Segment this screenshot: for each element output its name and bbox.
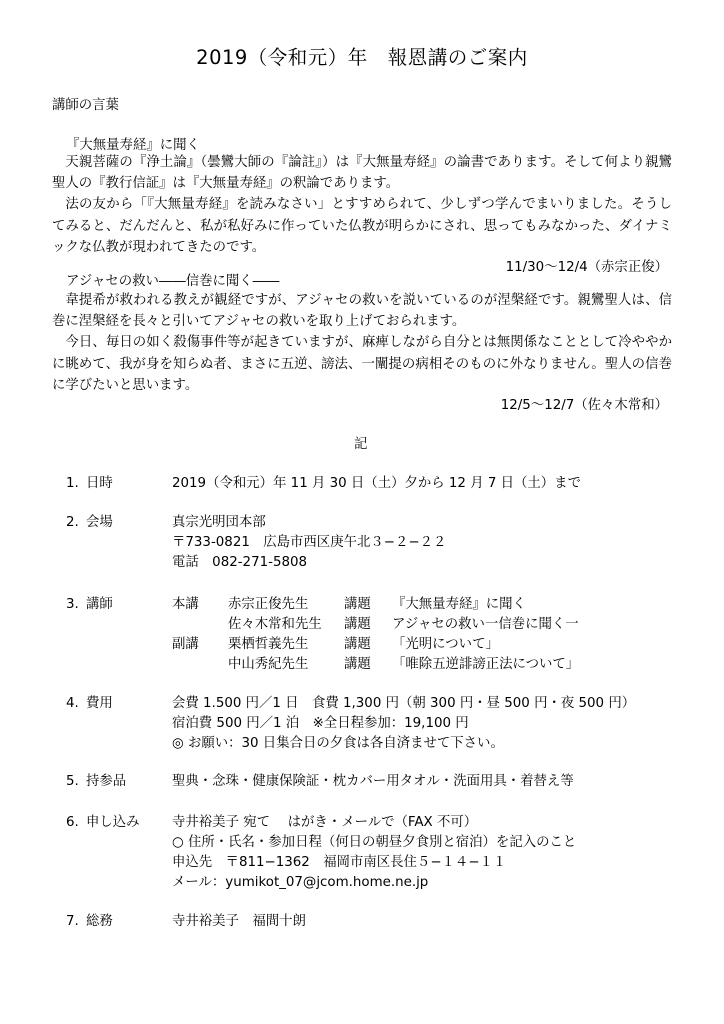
item-number: 2. — [66, 515, 79, 530]
lecture2-heading: アジャセの救い――信巻に聞く―― — [66, 274, 280, 289]
venue-address: 〒733-0821 広島市西区庚午北３−２−２２ — [172, 535, 447, 550]
lecturer-role: 本講 — [172, 597, 199, 612]
lecture1-paragraph: 天親菩薩の『浄土論』（曇鸞大師の『論註』）は『大無量寿経』の論書であります。そして何より親鸞聖人の『教行信証』は『大無量寿経』の釈論であります。 — [52, 155, 672, 192]
fee-line: 宿泊費 500 円／1 泊 ※全日程参加：19,100 円 — [172, 716, 469, 731]
lecture2-paragraph: 韋提希が救われる教えが観経ですが、アジャセの救いを説いているのが涅槃経です。親鸞聖人は、信巻に涅槃経を長々と引いてアジャセの救いを取り上げておられます。 — [52, 293, 672, 330]
item-number: 3. — [66, 597, 79, 612]
ki-heading: 記 — [354, 437, 368, 452]
lecturer-name: 栗栖哲義先生 — [228, 637, 309, 652]
lecture2-paragraph: 今日、毎日の如く殺傷事件等が起きていますが、麻痺しながら自分とは無関係なこととして冷ややかに眺めて、我が身を知らぬ者、まさに五逆、謗法、一闡提の病相そのものに外なりません。聖人の信巻に学びたいと思います。 — [52, 335, 672, 393]
item-value: 聖典・念珠・健康保険証・枕カバー用タオル・洗面用具・着替え等 — [172, 774, 574, 789]
item-number: 5. — [66, 774, 79, 789]
lecture-topic: 『大無量寿経』に聞く — [392, 597, 526, 612]
item-value: 2019（令和元）年 11 月 30 日（土）夕から 12 月 7 日（土）まで — [172, 476, 581, 491]
fee-line: 会費 1.500 円／1 日 食費 1,300 円（朝 300 円・昼 500 円・夜 500 円） — [172, 696, 636, 711]
item-number: 4. — [66, 696, 79, 711]
venue-phone: 電話 082-271-5808 — [172, 555, 308, 570]
item-value: 寺井裕美子 福間十朗 — [172, 914, 306, 929]
lecture2-signature: 12/5〜12/7（佐々木常和） — [500, 398, 668, 413]
lecture1-signature: 11/30〜12/4（赤宗正俊） — [505, 260, 668, 275]
application-line: 寺井裕美子 宛て はがき・メールで（FAX 不可） — [172, 815, 478, 830]
item-label: 会場 — [86, 515, 113, 530]
item-label: 講師 — [86, 597, 113, 612]
topic-label: 講題 — [344, 597, 371, 612]
item-number: 1. — [66, 476, 79, 491]
item-label: 申し込み — [86, 815, 140, 830]
item-label: 日時 — [86, 476, 113, 491]
topic-label: 講題 — [344, 637, 371, 652]
item-number: 6. — [66, 815, 79, 830]
lecturer-name: 中山秀紀先生 — [228, 657, 309, 672]
lecturer-name: 赤宗正俊先生 — [228, 597, 309, 612]
lecture-topic: アジャセの救い一信巻に聞く一 — [392, 617, 579, 632]
section-heading: 講師の言葉 — [52, 98, 119, 113]
lecturer-role: 副講 — [172, 637, 199, 652]
item-number: 7. — [66, 914, 79, 929]
topic-label: 講題 — [344, 657, 371, 672]
application-line: ○ 住所・氏名・参加日程（何日の朝昼夕食別と宿泊）を記入のこと — [172, 835, 577, 850]
page-title: 2019（令和元）年 報恩講のご案内 — [196, 46, 528, 69]
topic-label: 講題 — [344, 617, 371, 632]
application-line: 申込先 〒811−1362 福岡市南区長住５−１４−１１ — [172, 855, 507, 870]
application-email: メール：yumikot_07@jcom.home.ne.jp — [172, 875, 429, 890]
item-label: 総務 — [86, 914, 113, 929]
lecture1-heading: 『大無量寿経』に聞く — [66, 138, 200, 153]
lecture2-body — [52, 290, 672, 396]
lecture1-paragraph: 法の友から「『大無量寿経』を読みなさい」とすすめられて、少しずつ学んでまいりました。そうしてみると、だんだんと、私が私好みに作っていた仏教が明らかにされ、思ってもみなかった、ダイナミックな仏教が現われてきたのです。 — [52, 197, 672, 255]
lecture-topic: 「光明について」 — [392, 637, 499, 652]
lecture1-body — [52, 152, 672, 258]
lecturer-name: 佐々木常和先生 — [228, 617, 322, 632]
item-label: 持参品 — [86, 774, 127, 789]
lecture-topic: 「唯除五逆誹謗正法について」 — [392, 657, 580, 672]
venue-name: 真宗光明団本部 — [172, 515, 266, 530]
fee-line: ◎ お願い：30 日集合日の夕食は各自済ませて下さい。 — [172, 736, 504, 751]
item-label: 費用 — [86, 696, 113, 711]
